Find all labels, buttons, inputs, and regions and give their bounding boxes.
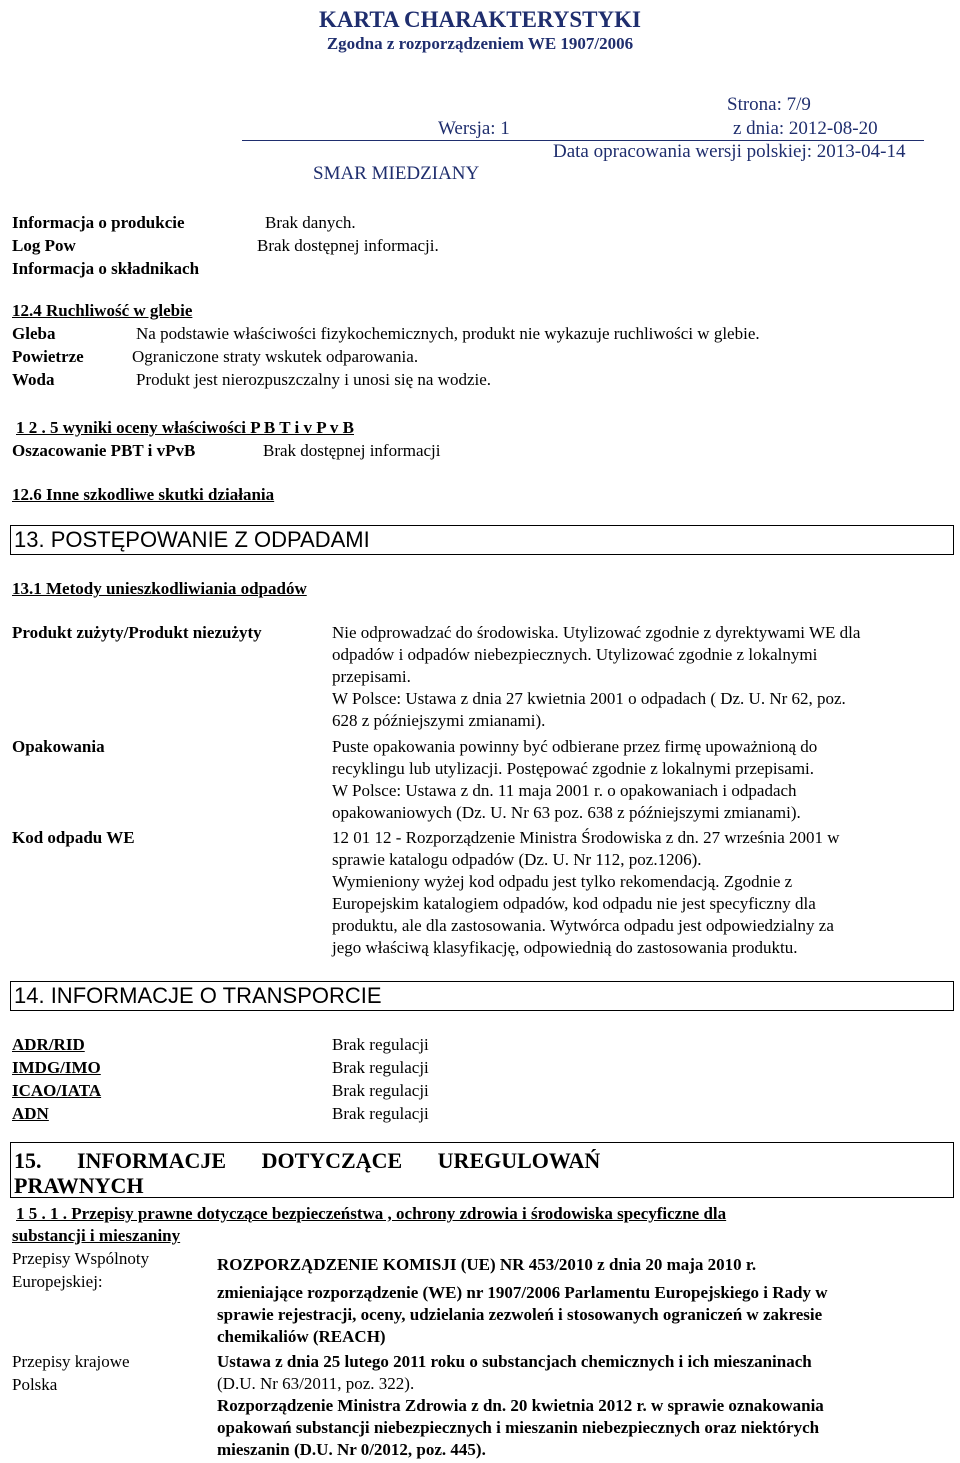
transport-value-adr: Brak regulacji xyxy=(332,1035,429,1054)
national-label-cont: Polska xyxy=(12,1375,58,1394)
info-value-product: Brak danych. xyxy=(265,213,356,232)
transport-value-imdg: Brak regulacji xyxy=(332,1058,429,1077)
polish-version-date: Data opracowania wersji polskiej: 2013-04-14 xyxy=(553,141,906,162)
page-number: Strona: 7/9 xyxy=(727,94,811,115)
section-15-1-heading: 1 5 . 1 . Przepisy prawne dotyczące bezpieczeństwa , ochrony zdrowia i środowiska specyficzne dla xyxy=(16,1204,727,1223)
air-label: Powietrze xyxy=(12,347,84,366)
info-label-product: Informacja o produkcie xyxy=(12,213,185,232)
section-12-5-heading: 1 2 . 5 wyniki oceny właściwości P B T i v P v B xyxy=(16,418,354,437)
product-waste-line: 628 z późniejszymi zmianami). xyxy=(332,711,546,730)
national-regulations-text xyxy=(217,1351,824,1461)
section-12-4-heading: 12.4 Ruchliwość w glebie xyxy=(12,301,193,320)
eu-label: Przepisy Wspólnoty xyxy=(12,1249,150,1268)
water-label: Woda xyxy=(12,370,55,389)
national-regulation-line: Ustawa z dnia 25 lutego 2011 roku o substancjach chemicznych i ich mieszaninach xyxy=(217,1352,812,1371)
eu-label-cont: Europejskiej: xyxy=(12,1272,103,1291)
waste-code-text xyxy=(332,827,840,959)
national-regulation-line: opakowań substancji niebezpiecznych i mieszanin niebezpiecznych oraz niektórych xyxy=(217,1418,820,1437)
transport-value-icao: Brak regulacji xyxy=(332,1081,429,1100)
pbt-label: Oszacowanie PBT i vPvB xyxy=(12,441,196,460)
transport-label-adr: ADR/RID xyxy=(12,1035,85,1054)
national-regulation-line: (D.U. Nr 63/2011, poz. 322). xyxy=(217,1374,415,1393)
section-12-6-heading: 12.6 Inne szkodliwe skutki działania xyxy=(12,485,275,504)
section-15-1-heading-cont: substancji i mieszaniny xyxy=(12,1226,181,1245)
product-waste-line: W Polsce: Ustawa z dnia 27 kwietnia 2001 o odpadach ( Dz. U. Nr 62, poz. xyxy=(332,689,846,708)
packaging-line: opakowaniowych (Dz. U. Nr 63 poz. 638 z późniejszymi zmianami). xyxy=(332,803,801,822)
document-title: KARTA CHARAKTERYSTYKI xyxy=(319,7,641,32)
version: Wersja: 1 xyxy=(438,118,510,139)
issue-date: z dnia: 2012-08-20 xyxy=(733,118,878,139)
soil-label: Gleba xyxy=(12,324,56,343)
national-regulation-line: mieszanin (D.U. Nr 0/2012, poz. 445). xyxy=(217,1440,486,1459)
waste-code-line: Europejskim katalogiem odpadów, kod odpadu nie jest specyficzny dla xyxy=(332,894,816,913)
product-waste-line: przepisami. xyxy=(332,667,411,686)
eu-regulation-text xyxy=(217,1282,828,1348)
packaging-line: recyklingu lub utylizacji. Postępować zgodnie z lokalnymi przepisami. xyxy=(332,759,815,778)
product-waste-line: odpadów i odpadów niebezpiecznych. Utylizować zgodnie z lokalnymi xyxy=(332,645,818,664)
eu-regulation: ROZPORZĄDZENIE KOMISJI (UE) NR 453/2010 z dnia 20 maja 2010 r. xyxy=(217,1255,757,1274)
eu-regulation-line: sprawie rejestracji, oceny, udzielania zezwoleń i stosowanych ograniczeń w zakresie xyxy=(217,1305,823,1324)
section-15-title-cont: PRAWNYCH xyxy=(14,1173,144,1198)
product-waste-label: Produkt zużyty/Produkt niezużyty xyxy=(12,623,262,642)
water-value: Produkt jest nierozpuszczalny i unosi się na wodzie. xyxy=(136,370,492,389)
eu-regulation-line: chemikaliów (REACH) xyxy=(217,1327,386,1346)
transport-value-adn: Brak regulacji xyxy=(332,1104,429,1123)
national-label: Przepisy krajowe xyxy=(12,1352,130,1371)
eu-regulation-line: zmieniające rozporządzenie (WE) nr 1907/2006 Parlamentu Europejskiego i Rady w xyxy=(217,1283,828,1302)
pbt-value: Brak dostępnej informacji xyxy=(263,441,441,460)
national-regulation-line: Rozporządzenie Ministra Zdrowia z dn. 20 kwietnia 2012 r. w sprawie oznakowania xyxy=(217,1396,824,1415)
packaging-text xyxy=(332,736,817,824)
info-label-components: Informacja o składnikach xyxy=(12,259,200,278)
product-waste-line: Nie odprowadzać do środowiska. Utylizować zgodnie z dyrektywami WE dla xyxy=(332,623,861,642)
waste-code-line: sprawie katalogu odpadów (Dz. U. Nr 112, poz.1206). xyxy=(332,850,702,869)
transport-label-icao: ICAO/IATA xyxy=(12,1081,102,1100)
info-label-logpow: Log Pow xyxy=(12,236,76,255)
section-15-title: 15. INFORMACJE DOTYCZĄCE UREGULOWAŃ xyxy=(14,1148,601,1173)
waste-code-line: produktu, ale dla zastosowania. Wytwórca odpadu jest odpowiedzialny za xyxy=(332,916,834,935)
section-13-1-heading: 13.1 Metody unieszkodliwiania odpadów xyxy=(12,579,307,598)
section-13-title: 13. POSTĘPOWANIE Z ODPADAMI xyxy=(14,527,370,552)
air-value: Ograniczone straty wskutek odparowania. xyxy=(132,347,419,366)
product-waste-text xyxy=(332,622,860,732)
document-subtitle: Zgodna z rozporządzeniem WE 1907/2006 xyxy=(326,34,634,53)
packaging-line: Puste opakowania powinny być odbierane przez firmę upoważnioną do xyxy=(332,737,818,756)
packaging-label: Opakowania xyxy=(12,737,105,756)
transport-label-imdg: IMDG/IMO xyxy=(12,1058,101,1077)
waste-code-line: Wymieniony wyżej kod odpadu jest tylko rekomendacją. Zgodnie z xyxy=(332,872,793,891)
soil-value: Na podstawie właściwości fizykochemicznych, produkt nie wykazuje ruchliwości w glebie. xyxy=(136,324,760,343)
info-value-logpow: Brak dostępnej informacji. xyxy=(257,236,439,255)
waste-code-line: 12 01 12 - Rozporządzenie Ministra Środowiska z dn. 27 września 2001 w xyxy=(332,828,840,847)
waste-code-line: jego właściwą klasyfikację, odpowiednią do zastosowania produktu. xyxy=(332,938,798,957)
transport-label-adn: ADN xyxy=(12,1104,49,1123)
packaging-line: W Polsce: Ustawa z dn. 11 maja 2001 r. o opakowaniach i odpadach xyxy=(332,781,797,800)
section-14-title: 14. INFORMACJE O TRANSPORCIE xyxy=(14,983,382,1008)
waste-code-label: Kod odpadu WE xyxy=(12,828,135,847)
product-name: SMAR MIEDZIANY xyxy=(313,163,480,184)
